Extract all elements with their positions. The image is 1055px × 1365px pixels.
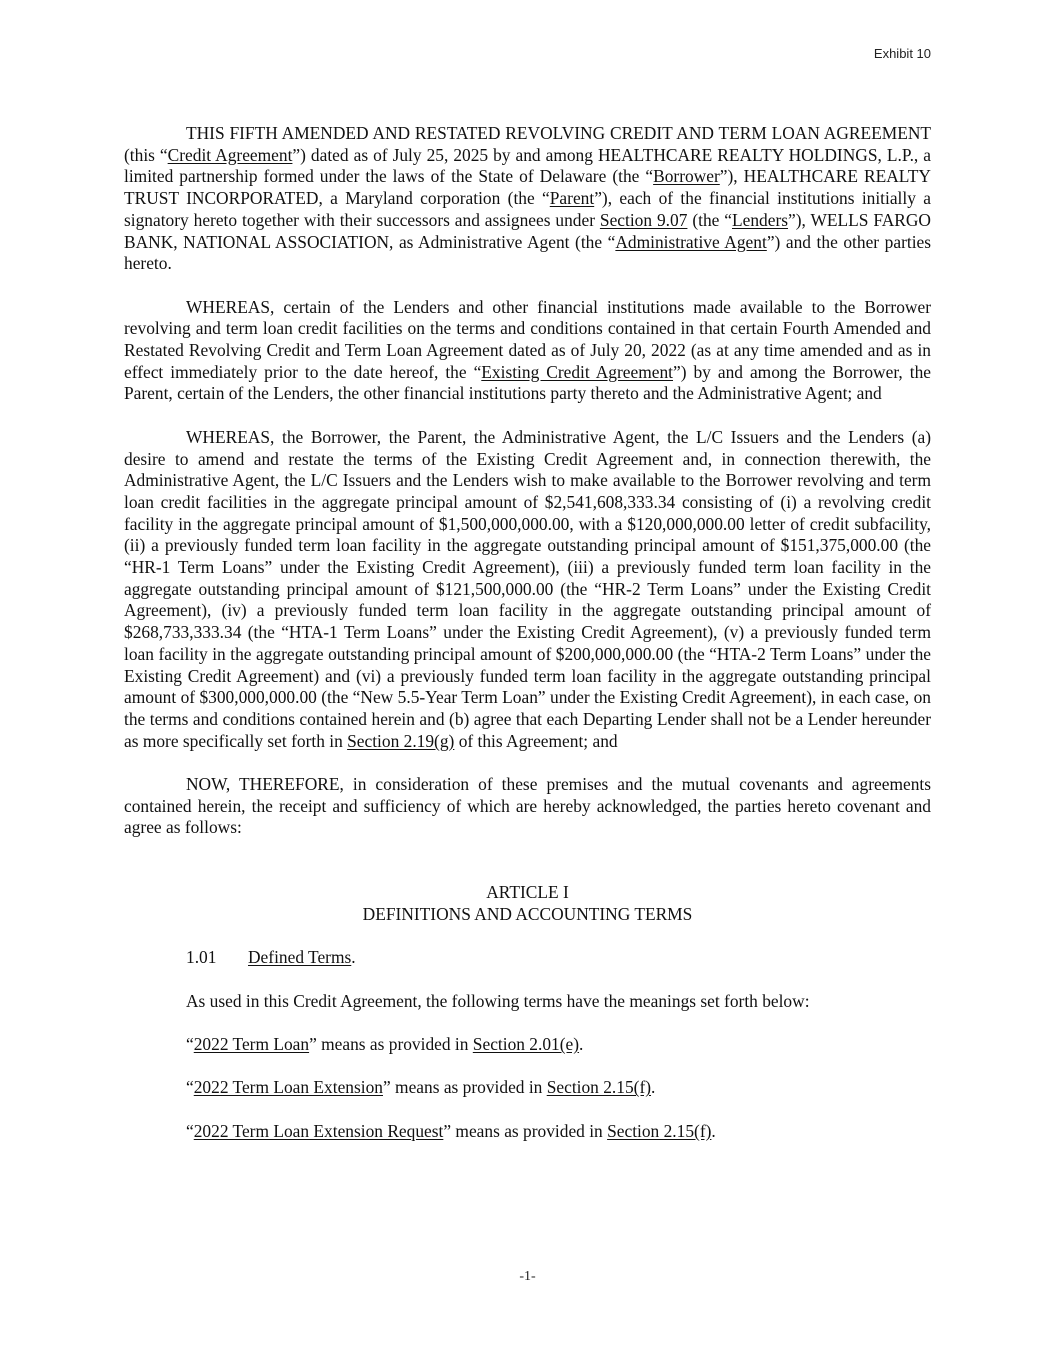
text-run: of this Agreement; and: [454, 730, 618, 751]
spacer: [124, 1012, 931, 1034]
recital-paragraph-2: [124, 427, 931, 753]
document-body: [124, 123, 931, 1143]
defined-term-administrative-agent: Administrative Agent: [615, 231, 767, 252]
recital-paragraph-1: [124, 297, 931, 406]
defined-term-borrower: Borrower: [653, 166, 720, 187]
definition-end: .: [711, 1120, 716, 1141]
text-run: ”), each of the financial institutions initially a signatory hereto together with their successors and assignees under: [124, 188, 931, 230]
definition-text: ” means as provided in: [309, 1034, 473, 1055]
section-reference: Section 2.19(g): [347, 730, 455, 751]
defined-term-existing-credit-agreement: Existing Credit Agreement: [481, 361, 673, 382]
section-reference: Section 2.15(f): [546, 1077, 652, 1098]
definition-term: 2022 Term Loan Extension: [193, 1077, 383, 1098]
section-reference: Section 2.15(f): [607, 1120, 712, 1141]
definition-text: ” means as provided in: [443, 1120, 608, 1141]
article-number: ARTICLE I: [486, 882, 569, 903]
text-run: ”) dated as of July 25, 2025 by and among HEALTHCARE REALTY HOLDINGS, L.P., a limited partnership formed under the laws of the State of Delaware (the “: [124, 144, 931, 187]
open-quote: “: [186, 1120, 194, 1141]
text-run: WHEREAS, certain of the Lenders and other financial institutions made available to the Borrower revolving and term loan credit facilities on the terms and conditions contained in that certain Fourth Amended and Restated Revolving Credit and Term Loan Agreement dated as of July 20, 2022 (as at any time amended and as in effect immediately prior to the date hereof, the “: [124, 296, 931, 382]
article-title: DEFINITIONS AND ACCOUNTING TERMS: [362, 903, 693, 924]
definitions-intro: As used in this Credit Agreement, the following terms have the meanings set forth below:: [186, 990, 810, 1011]
spacer: [124, 1056, 931, 1078]
text-run: THIS FIFTH AMENDED AND RESTATED REVOLVING CREDIT AND TERM LOAN AGREEMENT (this “: [124, 123, 931, 165]
spacer: [124, 1099, 931, 1121]
spacer: [124, 405, 931, 427]
spacer: [124, 969, 931, 991]
exhibit-label: Exhibit 10: [873, 46, 931, 61]
section-heading: [124, 947, 931, 969]
definition-entry: [124, 1121, 931, 1143]
definition-entry: [124, 1034, 931, 1056]
operative-paragraph: [124, 774, 931, 839]
page-number: -1-: [519, 1269, 536, 1284]
text-run: WHEREAS, the Borrower, the Parent, the Administrative Agent, the L/C Issuers and the Lenders (a) desire to amend and restate the terms of the Existing Credit Agreement and, in connection therewith, the Administrative Agent, the L/C Issuers and the Lenders wish to make available to the Borrower revolving and term loan credit facilities in the aggregate principal amount of $2,541,608,333.34 consisting of (i) a revolving credit facility in the aggregate principal amount of $1,500,000,000.00, with a $120,000,000.00 letter of credit subfacility, (ii) a previously funded term loan facility in the aggregate outstanding principal amount of $151,375,000.00 (the “HR-1 Term Loans” under the Existing Credit Agreement), (iii) a previously funded term loan facility in the aggregate outstanding principal amount of $121,500,000.00 (the “HR-2 Term Loans” under the Existing Credit Agreement), (iv) a previously funded term loan facility in the aggregate outstanding principal amount of $268,733,333.34 (the “HTA-1 Term Loans” under the Existing Credit Agreement), (v) a previously funded term loan facility in the aggregate outstanding principal amount of $200,000,000.00 (the “HTA-2 Term Loans” under the Existing Credit Agreement) and (vi) a previously funded term loan facility in the aggregate outstanding principal amount of $300,000,000.00 (the “New 5.5-Year Term Loan” under the Existing Credit Agreement), in each case, on the terms and conditions contained herein and (b) agree that each Departing Lender shall not be a Lender hereunder as more specifically set forth in: [124, 426, 931, 751]
text-run: (the “: [687, 209, 732, 230]
defined-term-parent: Parent: [549, 188, 595, 209]
open-quote: “: [186, 1077, 194, 1098]
spacer: [124, 752, 931, 774]
defined-term-credit-agreement: Credit Agreement: [167, 144, 293, 165]
spacer: [124, 839, 931, 882]
text-run: NOW, THEREFORE, in consideration of these premises and the mutual covenants and agreements contained herein, the receipt and sufficiency of which are hereby acknowledged, the parties hereto covenant and agree as follows:: [124, 774, 931, 838]
open-quote: “: [186, 1034, 194, 1055]
section-reference: Section 9.07: [599, 209, 688, 230]
definition-term: 2022 Term Loan: [193, 1034, 310, 1055]
definition-entry: [124, 1077, 931, 1099]
defined-term-lenders: Lenders: [732, 209, 789, 230]
definition-end: .: [651, 1077, 656, 1098]
definition-term: 2022 Term Loan Extension Request: [193, 1120, 444, 1141]
definition-text: ” means as provided in: [382, 1077, 547, 1098]
text-run: ”) and the other parties hereto.: [124, 231, 932, 274]
text-run: ”) by and among the Borrower, the Parent, certain of the Lenders, the other financial institutions party thereto and the Administrative Agent; and: [124, 361, 932, 404]
spacer: [124, 275, 931, 297]
text-run: ”), WELLS FARGO BANK, NATIONAL ASSOCIATION, as Administrative Agent (the “: [124, 209, 931, 252]
section-number: 1.01: [186, 947, 217, 968]
section-title-period: .: [351, 947, 356, 968]
definition-end: .: [579, 1034, 584, 1055]
preamble-paragraph: [124, 123, 931, 275]
section-reference: Section 2.01(e): [472, 1034, 580, 1055]
text-run: ”), HEALTHCARE REALTY TRUST INCORPORATED, a Maryland corporation (the “: [124, 166, 931, 209]
spacer: [124, 926, 931, 948]
section-title: Defined Terms: [248, 947, 352, 968]
